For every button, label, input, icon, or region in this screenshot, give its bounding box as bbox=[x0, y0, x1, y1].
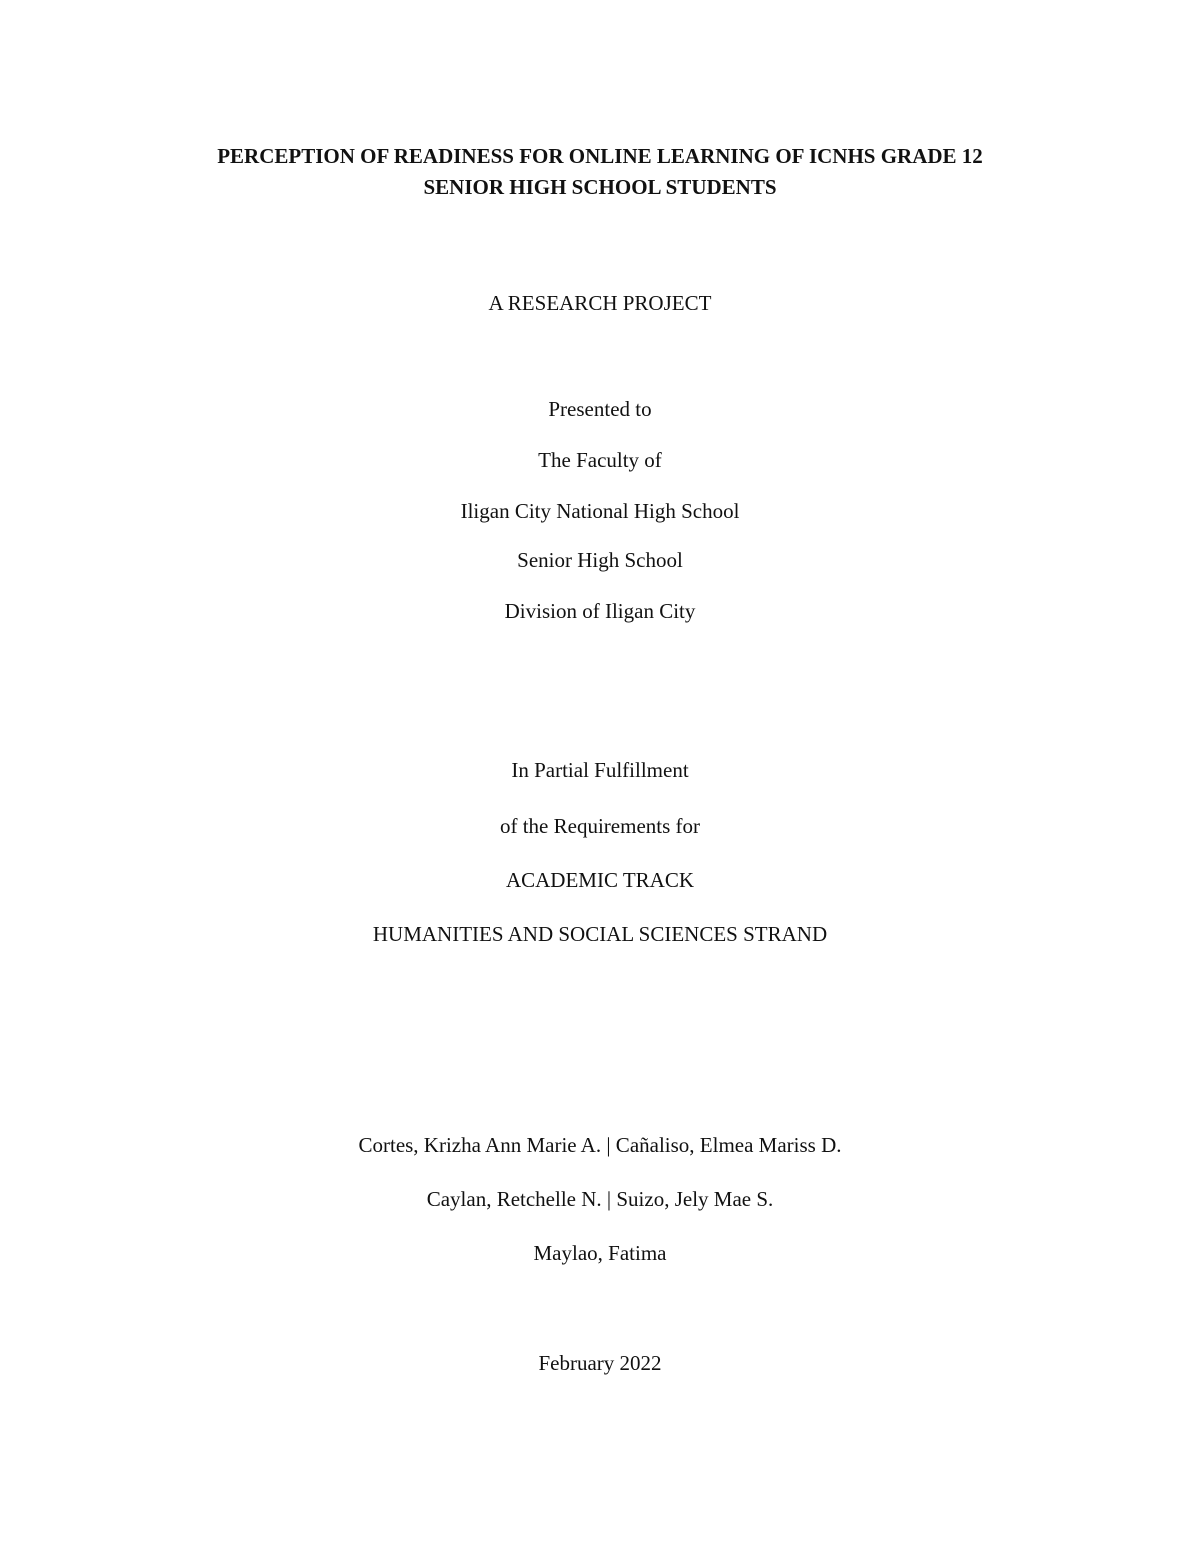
authors-line-3: Maylao, Fatima bbox=[533, 1241, 667, 1265]
title-line-2: SENIOR HIGH SCHOOL STUDENTS bbox=[423, 175, 777, 199]
presented-to: Presented to bbox=[548, 397, 652, 421]
strand: HUMANITIES AND SOCIAL SCIENCES STRAND bbox=[372, 922, 828, 946]
partial-fulfillment: In Partial Fulfillment bbox=[511, 758, 689, 782]
document-type: A RESEARCH PROJECT bbox=[488, 291, 712, 315]
faculty-of: The Faculty of bbox=[538, 448, 662, 472]
school-name: Iligan City National High School bbox=[460, 499, 740, 523]
authors-line-1: Cortes, Krizha Ann Marie A. | Cañaliso, Elmea Mariss D. bbox=[358, 1133, 842, 1157]
title-line-1: PERCEPTION OF READINESS FOR ONLINE LEARNING OF ICNHS GRADE 12 bbox=[217, 144, 983, 168]
document-date: February 2022 bbox=[538, 1351, 662, 1375]
authors-line-2: Caylan, Retchelle N. | Suizo, Jely Mae S. bbox=[426, 1187, 774, 1211]
requirements-for: of the Requirements for bbox=[499, 814, 701, 838]
division: Division of Iligan City bbox=[504, 599, 696, 623]
academic-track: ACADEMIC TRACK bbox=[505, 868, 695, 892]
school-level: Senior High School bbox=[517, 548, 683, 572]
